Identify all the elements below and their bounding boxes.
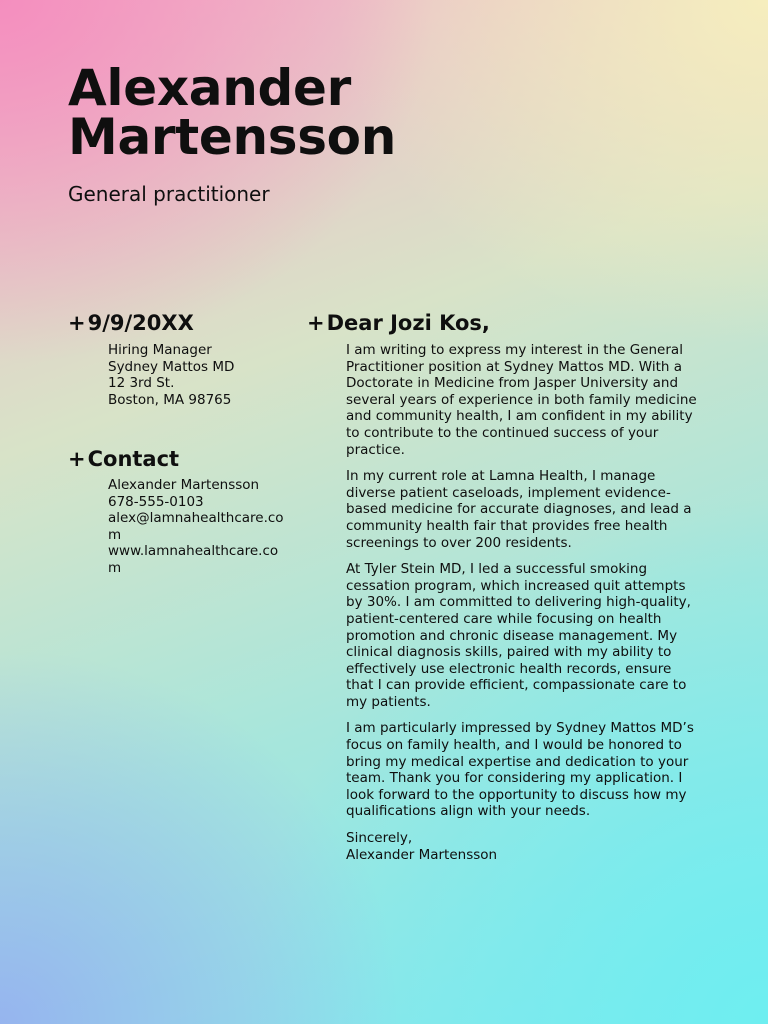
letter-paragraph: I am particularly impressed by Sydney Mattos MD’s focus on family health, and I would be honored to bring my medical expertise and dedication to your team. Thank you for considering my application. I look forward to the opportunity to discuss how my qualifications align with your needs. (346, 720, 694, 820)
letter-paragraph: In my current role at Lamna Health, I manage diverse patient caseloads, implement evidence-based medicine for accurate diagnoses, and lead a community health fair that provides free health screenings to over 200 residents. (346, 468, 692, 551)
plus-icon: + (307, 311, 325, 335)
applicant-name (68, 59, 397, 166)
applicant-role: General practitioner (68, 182, 270, 206)
greeting-text: Dear Jozi Kos, (326, 311, 490, 335)
letter-paragraph: I am writing to express my interest in the General Practitioner position at Sydney Mattos MD. With a Doctorate in Medicine from Jasper University and several years of experience in both family medicine and community health, I am confident in my ability to contribute to the continued success of your practice. (346, 342, 697, 458)
date-text: 9/9/20XX (87, 311, 194, 335)
applicant-name-line-2: Martensson (68, 108, 397, 166)
contact-website[interactable]: www.lamnahealthcare.com (108, 543, 279, 576)
applicant-name-line-1: Alexander (68, 59, 351, 117)
recipient-line: Boston, MA 98765 (108, 391, 232, 408)
contact-phone: 678-555-0103 (108, 493, 204, 510)
recipient-line: Hiring Manager (108, 342, 212, 358)
plus-icon: + (68, 311, 86, 335)
recipient-address (108, 342, 284, 408)
contact-email[interactable]: alex@lamnahealthcare.com (108, 510, 284, 543)
letter-signoff (346, 830, 698, 863)
date-heading (68, 310, 194, 336)
letter-paragraph: At Tyler Stein MD, I led a successful smoking cessation program, which increased quit attempts by 30%. I am committed to delivering high-quality, patient-centered care while focusing on health promotion and chronic disease management. My clinical diagnosis skills, paired with my ability to effectively use electronic health records, ensure that I can provide efficient, compassionate care to my patients. (346, 561, 691, 710)
contact-heading-text: Contact (87, 447, 180, 471)
plus-icon: + (68, 447, 86, 471)
contact-details (108, 477, 284, 577)
recipient-line: Sydney Mattos MD (108, 358, 235, 375)
greeting-heading (307, 310, 490, 336)
recipient-line: 12 3rd St. (108, 375, 175, 392)
letter-signature: Alexander Martensson (346, 846, 498, 863)
contact-heading (68, 446, 179, 472)
letter-closing: Sincerely, (346, 830, 413, 847)
letter-body (346, 342, 698, 863)
contact-name: Alexander Martensson (108, 477, 260, 493)
